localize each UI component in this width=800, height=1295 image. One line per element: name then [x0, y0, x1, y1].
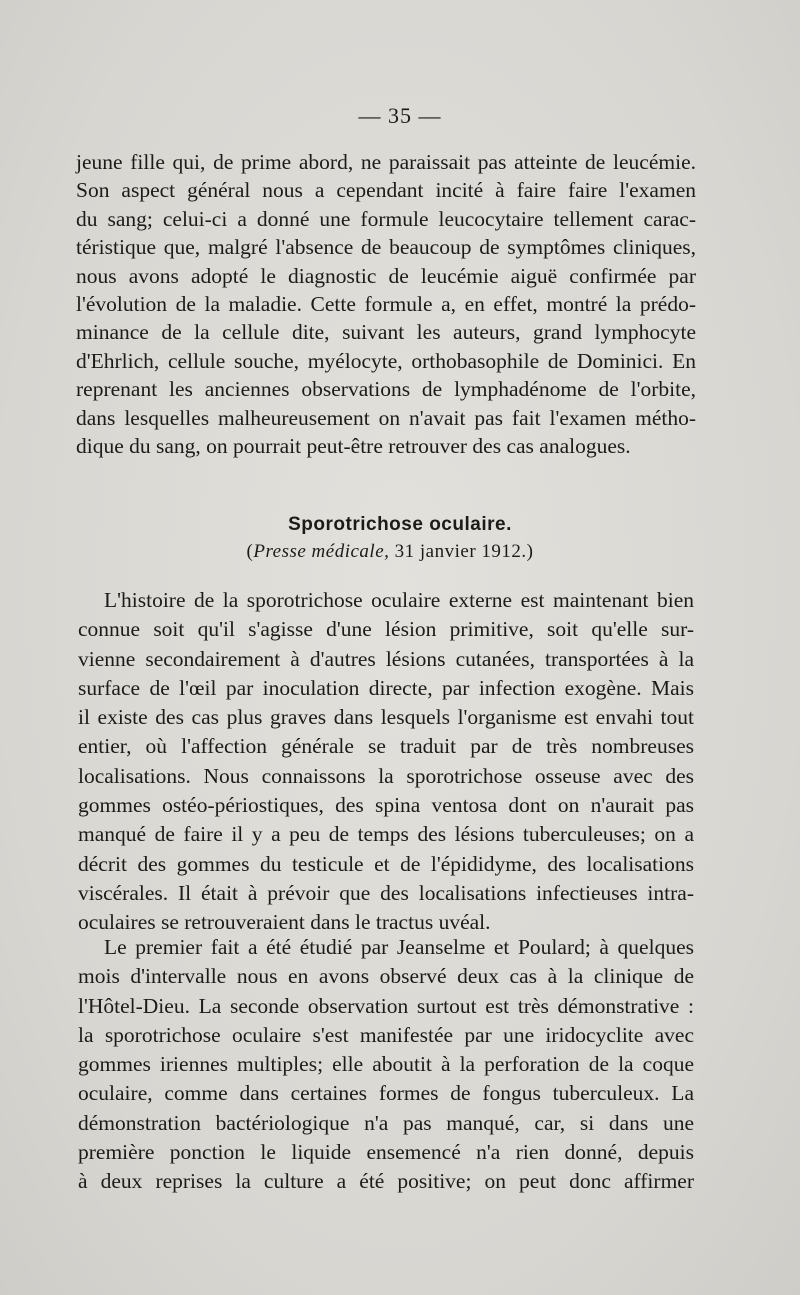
text-line: l'Hôtel-Dieu. La seconde observation surtout est très démonstrative : [78, 993, 694, 1018]
text-line: nous avons adopté le diagnostic de leucémie aiguë confirmée par [76, 263, 696, 288]
text-line: il existe des cas plus graves dans lesquels l'organisme est envahi tout [78, 705, 694, 730]
page-number: — 35 — [358, 103, 442, 128]
paragraph-sporotrichose [78, 586, 694, 938]
text-line: entier, où l'affection générale se traduit par de très nombreuses [78, 734, 694, 759]
text-line: première ponction le liquide ensemencé n'a rien donné, depuis [78, 1140, 694, 1165]
text-line: localisations. Nous connaissons la sporotrichose osseuse avec des [78, 763, 694, 788]
paragraph-continued [76, 148, 696, 460]
text-line: démonstration bactériologique n'a pas manqué, car, si dans une [78, 1110, 694, 1135]
text-line: Le premier fait a été étudié par Jeanselme et Poulard; à quelques [104, 935, 694, 959]
text-line: surface de l'œil par inoculation directe, par infection exogène. Mais [78, 675, 694, 700]
text-line: l'évolution de la maladie. Cette formule a, en effet, montré la prédo- [76, 292, 696, 317]
text-line: jeune fille qui, de prime abord, ne paraissait pas atteinte de leucémie. [76, 150, 696, 174]
text-line: Son aspect général nous a cependant incité à faire faire l'examen [76, 178, 696, 203]
text-line: reprenant les anciennes observations de lymphadénome de l'orbite, [76, 377, 696, 402]
text-line: minance de la cellule dite, suivant les auteurs, grand lymphocyte [76, 320, 696, 345]
source-date: 31 janvier 1912.) [389, 541, 534, 562]
text-line: viscérales. Il était à prévoir que des localisations infectieuses intra- [78, 880, 694, 905]
text-line: manqué de faire il y a peu de temps des lésions tuberculeuses; on a [78, 822, 694, 847]
source-journal: Presse médicale, [253, 541, 390, 562]
text-line: à deux reprises la culture a été positive; on peut donc affirmer [78, 1169, 694, 1194]
text-line: gommes iriennes multiples; elle aboutit à la perforation de la coque [78, 1052, 694, 1077]
text-line: dique du sang, on pourrait peut-être retrouver des cas analogues. [76, 434, 631, 459]
text-line: mois d'intervalle nous en avons observé deux cas à la clinique de [78, 964, 694, 989]
section-title: Sporotrichose oculaire. [288, 514, 512, 535]
text-line: oculaires se retrouveraient dans le tractus uvéal. [78, 910, 491, 935]
source-open: ( [246, 541, 254, 562]
text-line: dans lesquelles malheureusement on n'avait pas fait l'examen métho- [76, 405, 696, 430]
text-line: oculaire, comme dans certaines formes de fongus tuberculeux. La [78, 1081, 694, 1106]
text-line: d'Ehrlich, cellule souche, myélocyte, orthobasophile de Dominici. En [76, 348, 696, 373]
section-source [0, 541, 780, 563]
text-line: L'histoire de la sporotrichose oculaire externe est maintenant bien [104, 588, 694, 612]
text-line: décrit des gommes du testicule et de l'épididyme, des localisations [78, 851, 694, 876]
text-line: la sporotrichose oculaire s'est manifestée par une iridocyclite avec [78, 1022, 694, 1047]
text-line: connue soit qu'il s'agisse d'une lésion primitive, soit qu'elle sur- [78, 617, 694, 642]
text-line: vienne secondairement à d'autres lésions cutanées, transportées à la [78, 646, 694, 671]
text-line: du sang; celui-ci a donné une formule leucocytaire tellement carac- [76, 206, 696, 231]
text-line: gommes ostéo-périostiques, des spina ventosa dont on n'aurait pas [78, 793, 694, 818]
text-line: téristique que, malgré l'absence de beaucoup de symptômes cliniques, [76, 235, 696, 260]
paragraph-premier-fait [78, 933, 694, 1197]
